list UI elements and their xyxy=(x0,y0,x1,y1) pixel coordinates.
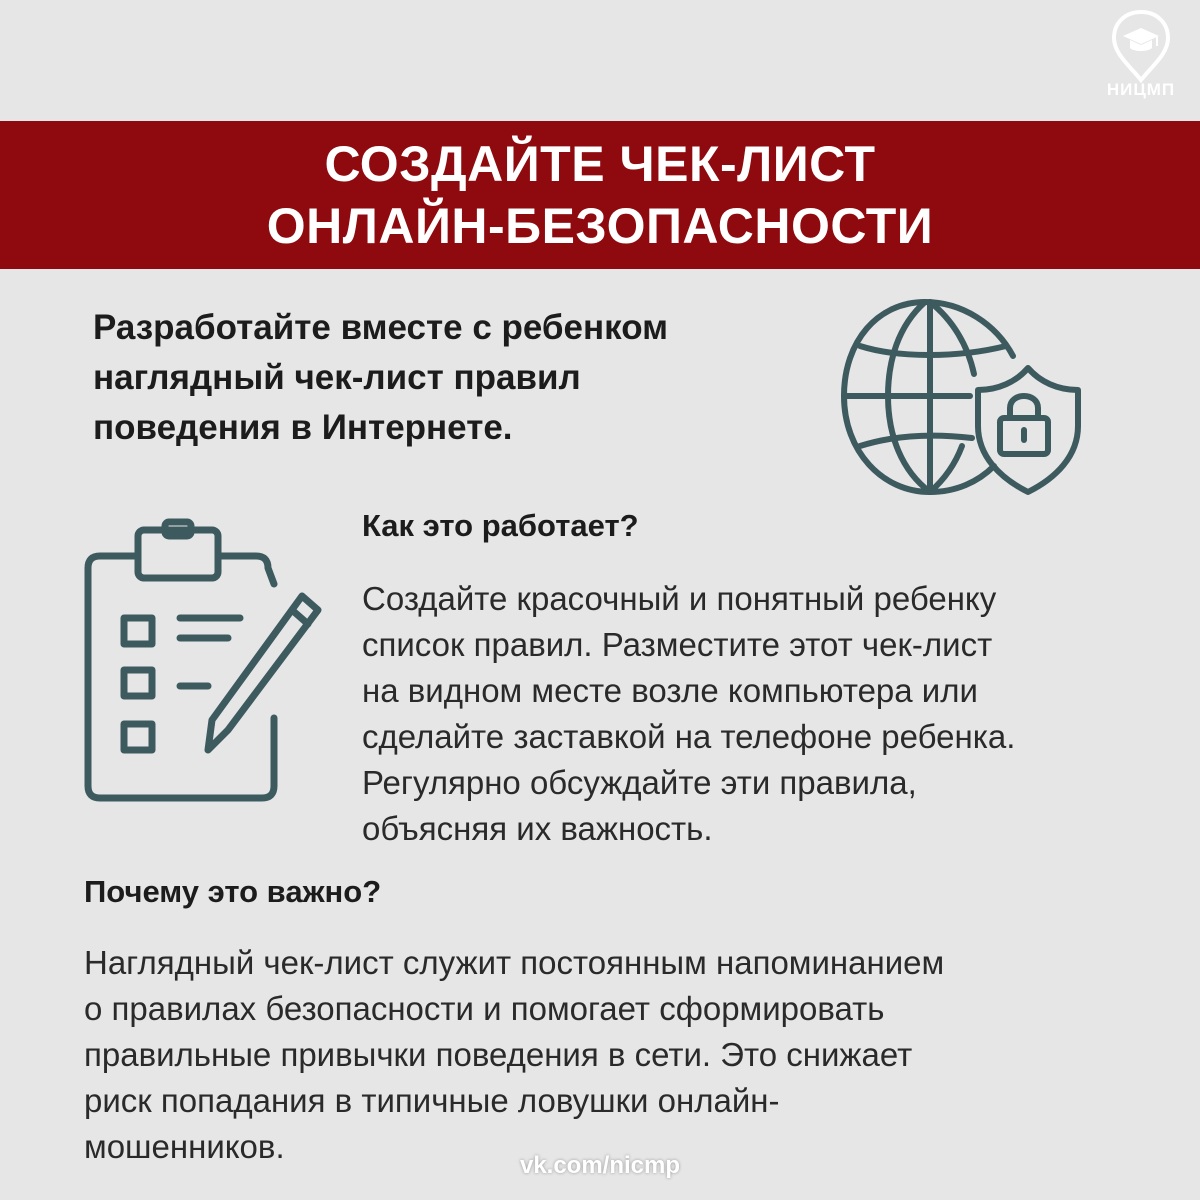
how-line: сделайте заставкой на телефоне ребенка. xyxy=(362,718,1016,755)
how-line: Создайте красочный и понятный ребенку xyxy=(362,580,997,617)
how-line: объясняя их важность. xyxy=(362,810,713,847)
how-it-works-heading: Как это работает? xyxy=(362,508,639,543)
footer-link[interactable]: vk.com/nicmp xyxy=(519,1152,681,1179)
how-it-works-text xyxy=(362,576,1162,852)
why-line: правильные привычки поведения в сети. Это снижает xyxy=(84,1036,913,1073)
why-line: о правилах безопасности и помогает сформировать xyxy=(84,990,885,1027)
logo xyxy=(1100,8,1182,108)
why-important-heading: Почему это важно? xyxy=(84,874,382,909)
page-title-line-1: СОЗДАЙТЕ ЧЕК-ЛИСТ xyxy=(324,136,876,192)
how-line: на видном месте возле компьютера или xyxy=(362,672,978,709)
title-banner xyxy=(0,121,1200,269)
intro-line: поведения в Интернете. xyxy=(93,408,513,447)
why-line: Наглядный чек-лист служит постоянным напоминанием xyxy=(84,944,945,981)
why-line: мошенников. xyxy=(84,1128,285,1165)
clipboard-checklist-icon xyxy=(80,518,330,803)
why-line: риск попадания в типичные ловушки онлайн- xyxy=(84,1082,780,1119)
how-line: список правил. Разместите этот чек-лист xyxy=(362,626,993,663)
graduation-cap-pin-icon xyxy=(1108,8,1174,84)
globe-shield-lock-icon xyxy=(838,296,1088,506)
logo-text: НИЦМП xyxy=(1106,80,1176,99)
page-title-line-2: ОНЛАЙН-БЕЗОПАСНОСТИ xyxy=(266,198,934,254)
intro-line: Разработайте вместе с ребенком xyxy=(93,308,669,347)
intro-text xyxy=(93,303,793,453)
how-line: Регулярно обсуждайте эти правила, xyxy=(362,764,917,801)
why-important-text xyxy=(84,940,1144,1170)
intro-line: наглядный чек-лист правил xyxy=(93,358,581,397)
